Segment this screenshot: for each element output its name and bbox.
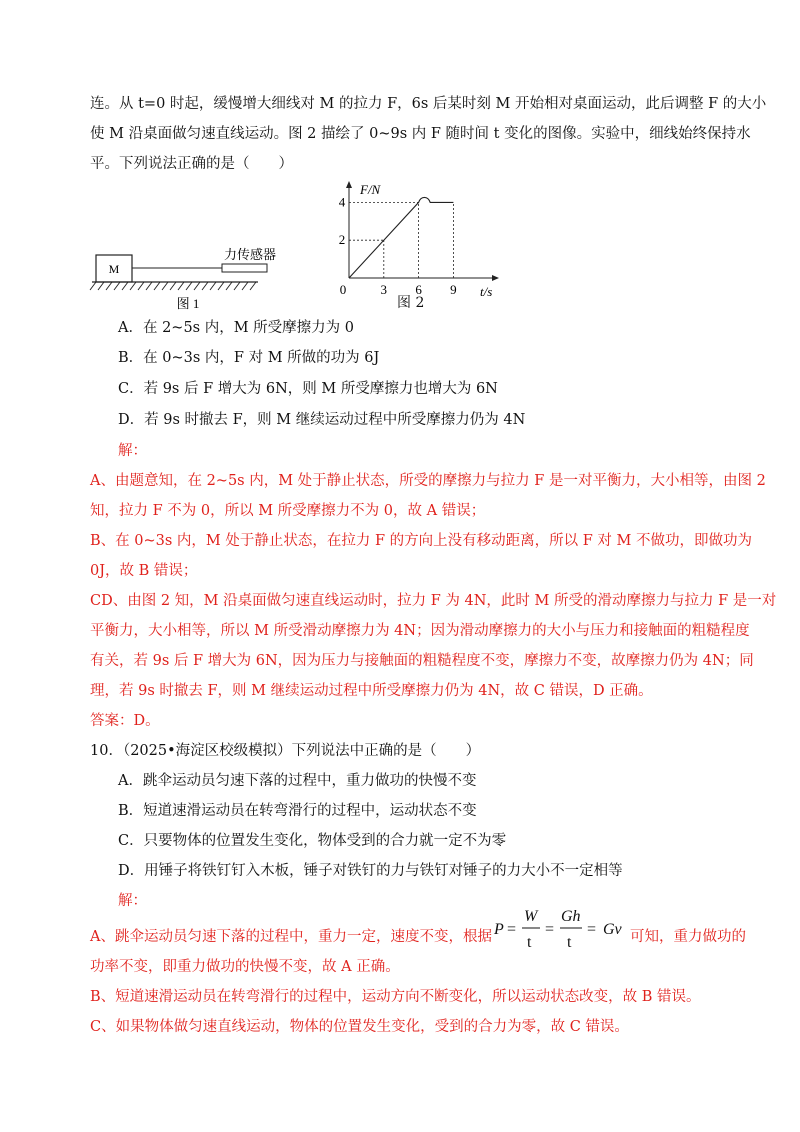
tick-labels (339, 194, 457, 297)
formula-eq-2: = (545, 921, 555, 938)
figure-1-caption: 图 1 (176, 296, 200, 311)
formula-eq-1: = (507, 921, 517, 938)
solution-cd-line-3: 有关，若 9s 后 F 增大为 6N，因为压力与接触面的粗糙程度不变，摩擦力不变，故摩擦力仍为 4N；同 (90, 653, 754, 669)
solution-cd-line-1: CD、由图 2 知，M 沿桌面做匀速直线运动时，拉力 F 为 4N，此时 M 所受的滑动摩擦力与拉力 F 是一对 (90, 593, 777, 609)
table-hatching (90, 282, 256, 290)
y-tick-label-4: 4 (338, 194, 346, 210)
solution-a-line-2: 知，拉力 F 不为 0，所以 M 所受摩擦力不为 0，故 A 错误； (90, 503, 486, 519)
guide-lines (349, 202, 453, 278)
figure-1 (88, 240, 288, 318)
formula-gh: Gh (561, 908, 581, 925)
x-tick-label-3: 3 (380, 282, 388, 297)
y-tick-label-2: 2 (338, 232, 346, 248)
force-sensor (222, 264, 267, 272)
q10-stem: 10．（2025•海淀区校级模拟）下列说法中正确的是（ ） (90, 743, 481, 759)
stem-line-1: 连。从 t=0 时起，缓慢增大细线对 M 的拉力 F，6s 后某时刻 M 开始相对桌面运动，此后调整 F 的大小 (90, 96, 767, 112)
q10-option-a: A．跳伞运动员匀速下落的过程中，重力做功的快慢不变 (118, 773, 477, 789)
solution-cd-line-2: 平衡力，大小相等，所以 M 所受滑动摩擦力为 4N；因为滑动摩擦力的大小与压力和接触面的粗糙程度 (90, 623, 750, 639)
answer: 答案：D。 (90, 713, 160, 729)
solution-b-line-2: 0J，故 B 错误； (90, 563, 198, 579)
formula-t-1: t (527, 934, 532, 951)
option-c: C．若 9s 后 F 增大为 6N，则 M 所受摩擦力也增大为 6N (118, 381, 498, 397)
q10-solution-b: B、短道速滑运动员在转弯滑行的过程中，运动方向不断变化，所以运动状态改变，故 B 错误。 (90, 989, 701, 1005)
origin-label: 0 (339, 282, 347, 297)
q10-option-b: B．短道速滑运动员在转弯滑行的过程中，运动状态不变 (118, 803, 477, 819)
option-b: B．在 0~3s 内，F 对 M 所做的功为 6J (118, 350, 380, 366)
x-tick-label-6: 6 (415, 282, 422, 297)
y-axis-label: F/N (360, 182, 381, 197)
q10-option-d: D．用锤子将铁钉钉入木板，锤子对铁钉的力与铁钉对锤子的力大小不一定相等 (118, 863, 623, 879)
option-a: A．在 2~5s 内，M 所受摩擦力为 0 (118, 320, 355, 336)
formula-w: W (524, 908, 538, 925)
solution-heading: 解： (118, 443, 147, 459)
q10-solution-heading: 解： (118, 893, 147, 909)
formula-p: P (494, 921, 504, 938)
solution-cd-line-4: 理，若 9s 时撤去 F，则 M 继续运动过程中所受摩擦力仍为 4N，故 C 错误，D 正确。 (90, 683, 653, 699)
q10-option-c: C．只要物体的位置发生变化，物体受到的合力就一定不为零 (118, 833, 507, 849)
option-d: D．若 9s 时撤去 F，则 M 继续运动过程中所受摩擦力仍为 4N (118, 412, 526, 428)
formula-t-2: t (567, 934, 572, 951)
q10-solution-c: C、如果物体做匀速直线运动，物体的位置发生变化，受到的合力为零，故 C 错误。 (90, 1019, 629, 1035)
force-series-line (349, 197, 453, 278)
sensor-label: 力传感器 (223, 247, 277, 262)
formula-eq-3: = (587, 921, 597, 938)
stem-line-3: 平。下列说法正确的是（ ） (90, 156, 293, 172)
q10-solution-a-line-1: A、跳伞运动员匀速下落的过程中，重力一定，速度不变，根据 (90, 929, 492, 945)
x-tick-label-9: 9 (450, 282, 457, 297)
figure-2-caption: 图 2 (397, 295, 425, 311)
block-label: M (108, 262, 120, 276)
q10-solution-a-tail: 可知，重力做功的 (630, 929, 746, 945)
stem-line-2: 使 M 沿桌面做匀速直线运动。图 2 描绘了 0~9s 内 F 随时间 t 变化的图像。实验中，细线始终保持水 (90, 126, 751, 142)
solution-b-line-1: B、在 0~3s 内，M 处于静止状态，在拉力 F 的方向上没有移动距离，所以 F 对 M 不做功，即做功为 (90, 533, 752, 549)
solution-a-line-1: A、由题意知，在 2~5s 内，M 处于静止状态，所受的摩擦力与拉力 F 是一对平衡力，大小相等，由图 2 (90, 473, 766, 489)
formula-gv: Gv (603, 921, 622, 938)
x-axis-label: t/s (480, 284, 493, 299)
q10-solution-a-line-2: 功率不变，即重力做功的快慢不变，故 A 正确。 (90, 959, 400, 975)
